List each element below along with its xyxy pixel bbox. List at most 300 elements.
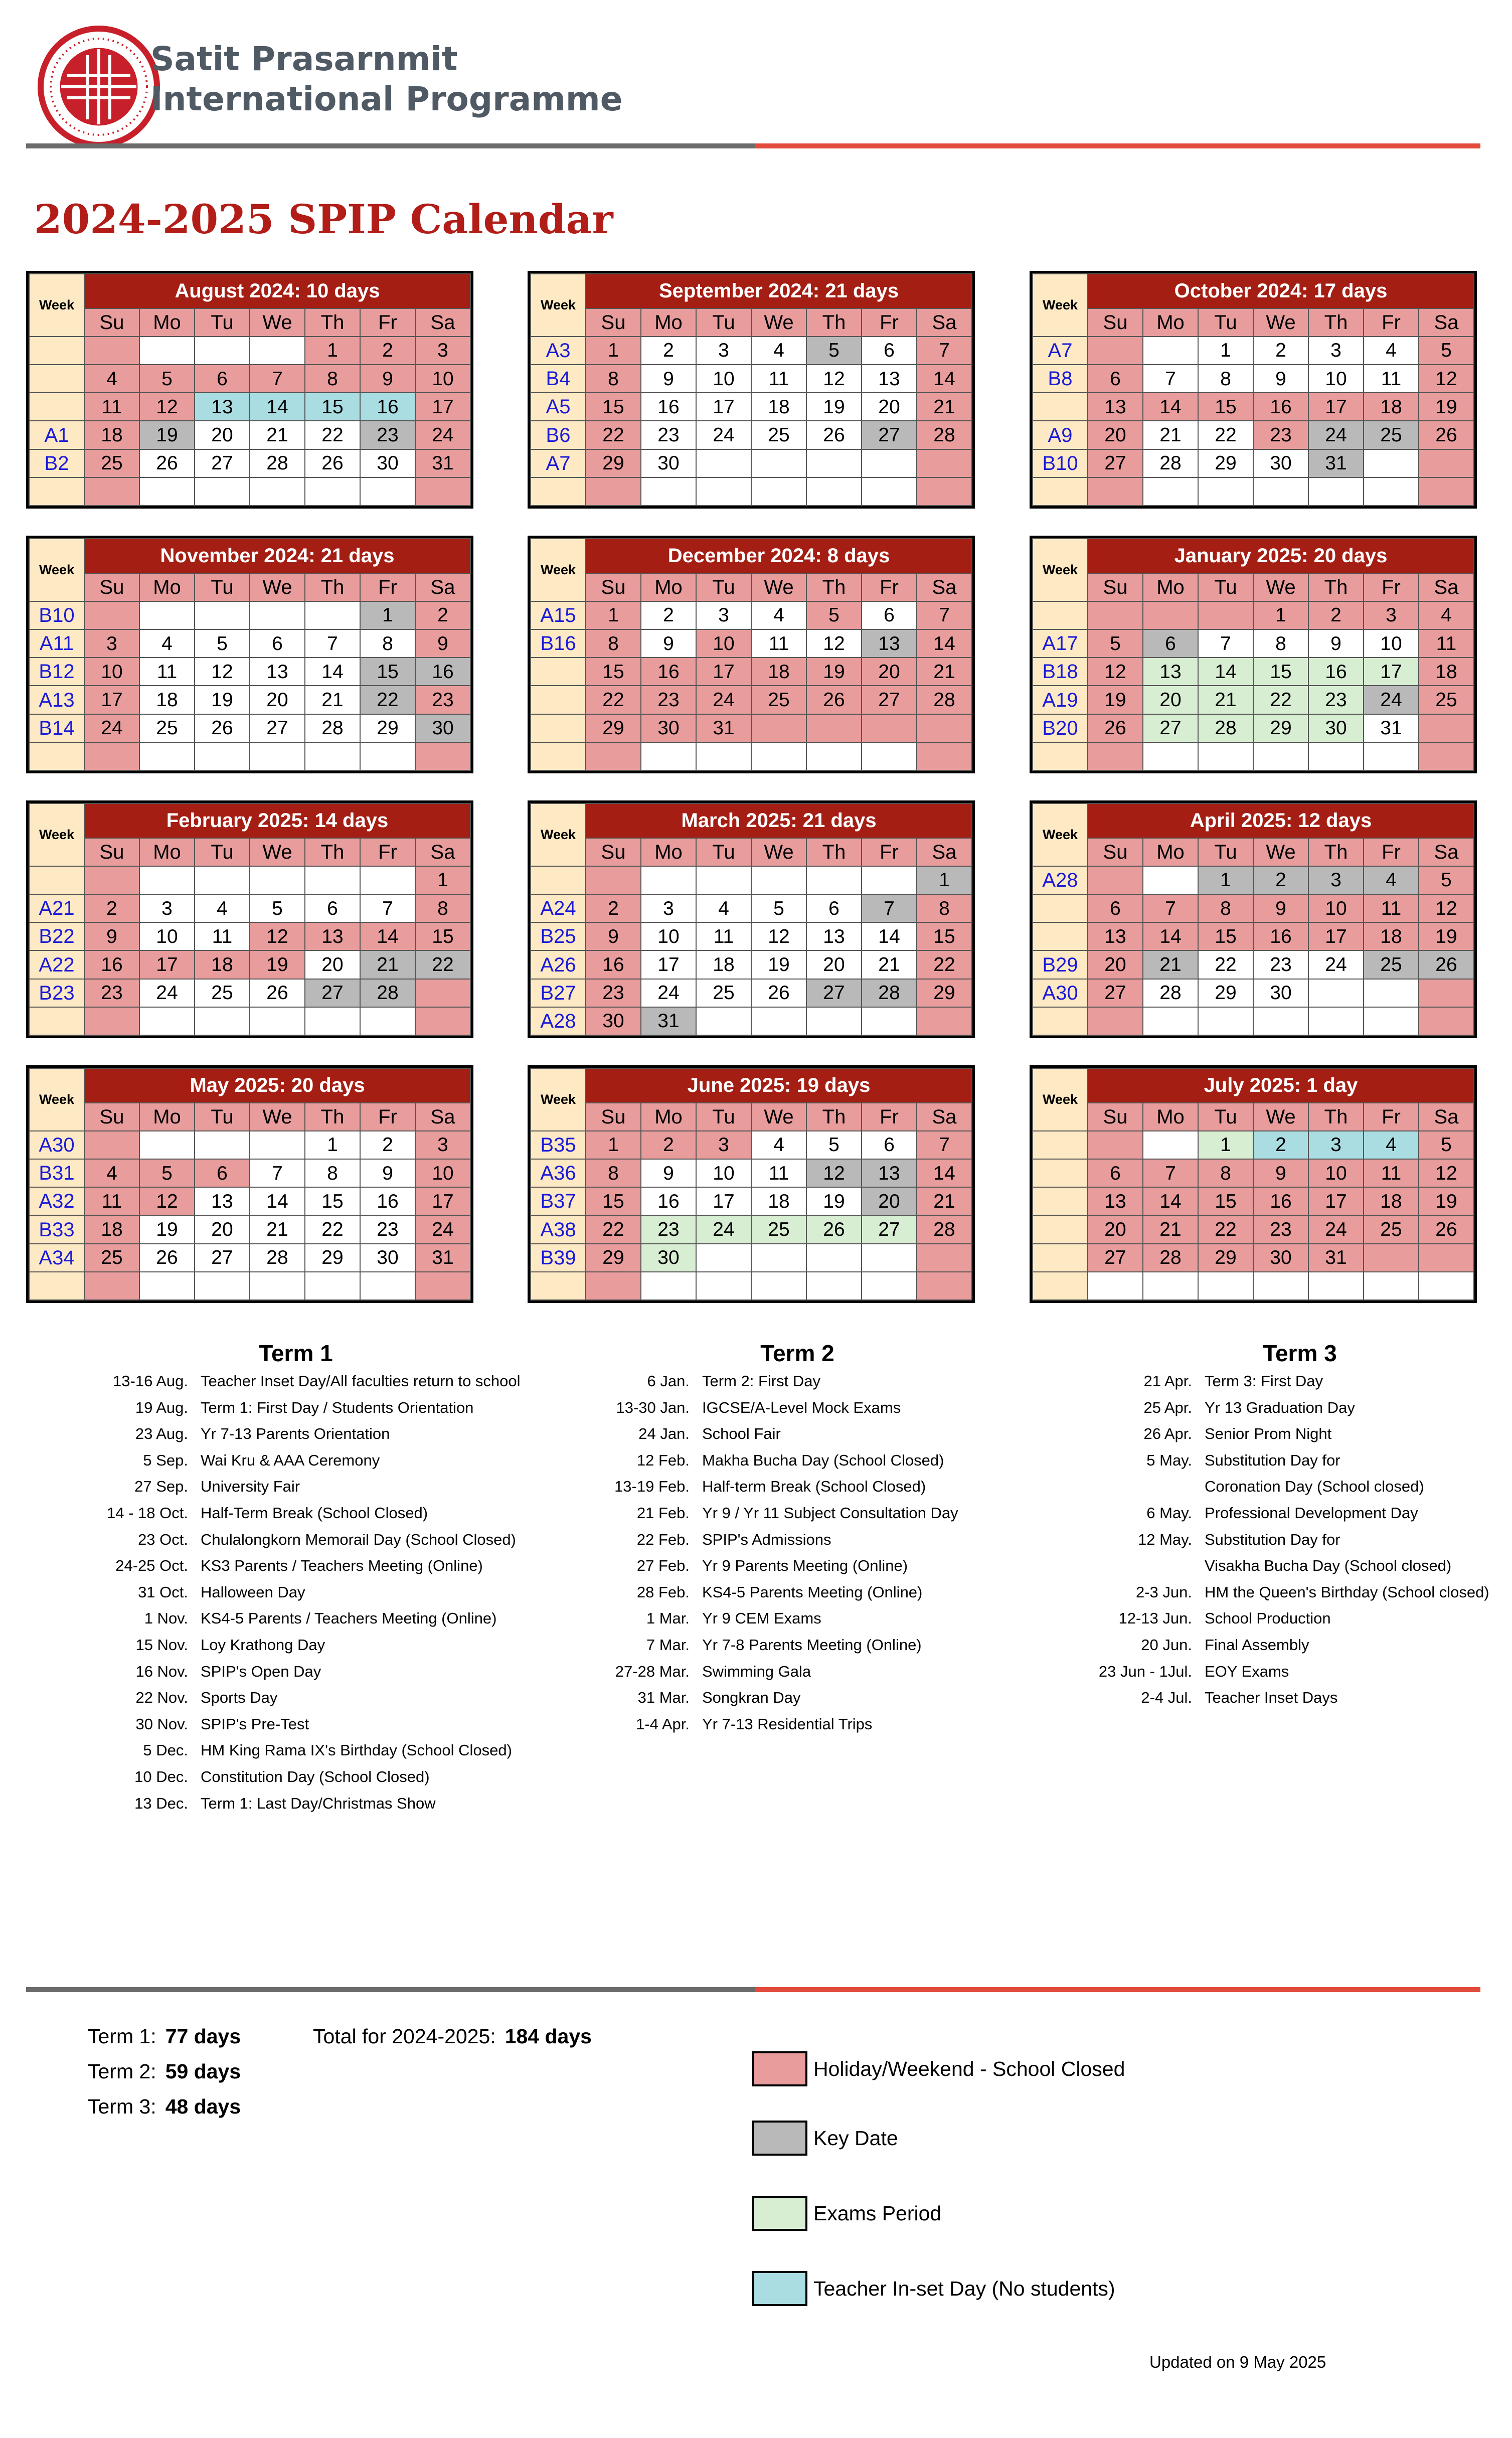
- day-header: Sa: [917, 1103, 972, 1131]
- month-calendar: [1030, 800, 1477, 1038]
- day-header: We: [1253, 573, 1308, 601]
- day-cell: 31: [1364, 714, 1419, 742]
- month-title: July 2025: 1 day: [1088, 1068, 1474, 1103]
- day-cell: 9: [360, 365, 415, 393]
- day-cell: 23: [641, 1215, 696, 1243]
- day-cell: 11: [1419, 629, 1474, 658]
- day-cell: 13: [1143, 658, 1198, 686]
- week-label: B2: [29, 449, 84, 477]
- day-cell: [415, 742, 470, 770]
- legend-swatch: [752, 2051, 807, 2086]
- day-cell: [1198, 1007, 1253, 1035]
- day-cell: 18: [84, 1215, 139, 1243]
- day-cell: 21: [1143, 1215, 1198, 1243]
- day-cell: 27: [862, 1215, 917, 1243]
- day-header: Mo: [139, 838, 195, 866]
- day-cell: 20: [862, 393, 917, 421]
- day-cell: 15: [305, 393, 360, 421]
- day-header: Su: [586, 838, 641, 866]
- day-cell: 16: [1308, 658, 1364, 686]
- day-cell: 7: [917, 1131, 972, 1159]
- day-cell: 28: [360, 979, 415, 1007]
- event-text: Teacher Inset Day/All faculties return to school: [201, 1372, 521, 1390]
- event-date: 6 May.: [1146, 1504, 1192, 1522]
- day-cell: [751, 742, 806, 770]
- event-row: [55, 1791, 537, 1817]
- day-header: Su: [586, 573, 641, 601]
- day-cell: 3: [696, 601, 751, 629]
- day-cell: [1419, 714, 1474, 742]
- day-cell: 16: [84, 950, 139, 979]
- day-cell: 27: [195, 449, 250, 477]
- day-cell: [84, 1007, 139, 1035]
- day-cell: 9: [1253, 365, 1308, 393]
- event-text: SPIP's Pre-Test: [201, 1715, 309, 1733]
- day-header: Mo: [1143, 308, 1198, 337]
- day-cell: [1364, 1007, 1419, 1035]
- day-cell: 26: [1088, 714, 1143, 742]
- day-cell: [806, 742, 862, 770]
- day-cell: [1308, 1007, 1364, 1035]
- day-cell: 1: [1198, 866, 1253, 894]
- week-label: A11: [29, 629, 84, 658]
- day-cell: 13: [195, 393, 250, 421]
- event-date: 23 Jun - 1Jul.: [1098, 1662, 1192, 1680]
- day-cell: 27: [195, 1244, 250, 1272]
- day-cell: 21: [1198, 686, 1253, 714]
- day-cell: [1253, 477, 1308, 506]
- day-cell: [751, 1007, 806, 1035]
- week-label: [1033, 1159, 1088, 1187]
- day-cell: 12: [250, 922, 305, 950]
- day-cell: [139, 1131, 195, 1159]
- day-cell: [1143, 866, 1198, 894]
- day-cell: [250, 1131, 305, 1159]
- day-cell: 31: [1308, 449, 1364, 477]
- day-cell: 22: [1198, 421, 1253, 449]
- day-cell: 2: [641, 337, 696, 365]
- day-cell: 14: [862, 922, 917, 950]
- event-row: [557, 1421, 1038, 1447]
- term-section: [1059, 1338, 1512, 1711]
- day-cell: [862, 866, 917, 894]
- day-cell: 22: [305, 421, 360, 449]
- event-row: [55, 1737, 537, 1764]
- day-cell: 5: [1088, 629, 1143, 658]
- day-cell: [917, 477, 972, 506]
- day-cell: 6: [1088, 365, 1143, 393]
- day-cell: 6: [195, 365, 250, 393]
- day-cell: 17: [1364, 658, 1419, 686]
- day-cell: 11: [696, 922, 751, 950]
- event-text: Half-term Break (School Closed): [702, 1478, 926, 1496]
- week-label: [1033, 393, 1088, 421]
- day-cell: 11: [1364, 365, 1419, 393]
- week-header: Week: [1033, 274, 1088, 337]
- day-cell: [696, 477, 751, 506]
- day-cell: [641, 1272, 696, 1300]
- day-cell: [862, 1007, 917, 1035]
- day-cell: [1419, 742, 1474, 770]
- event-date: 21 Apr.: [1143, 1372, 1192, 1390]
- day-cell: [1419, 979, 1474, 1007]
- day-cell: 6: [862, 1131, 917, 1159]
- event-text: Substitution Day for: [1205, 1451, 1340, 1469]
- day-cell: 7: [360, 894, 415, 922]
- day-header: Tu: [195, 573, 250, 601]
- day-cell: 10: [696, 629, 751, 658]
- day-cell: 11: [139, 658, 195, 686]
- event-date: 24 Jan.: [638, 1425, 690, 1443]
- day-cell: 25: [751, 1215, 806, 1243]
- day-cell: 23: [1253, 950, 1308, 979]
- day-cell: 5: [195, 629, 250, 658]
- day-cell: [1364, 449, 1419, 477]
- month-table: [530, 803, 972, 1036]
- event-row: [55, 1553, 537, 1579]
- day-cell: 2: [641, 601, 696, 629]
- day-cell: 8: [1253, 629, 1308, 658]
- event-text: University Fair: [201, 1478, 300, 1496]
- week-label: [531, 658, 586, 686]
- day-cell: [250, 1007, 305, 1035]
- day-cell: 3: [696, 1131, 751, 1159]
- day-cell: 27: [862, 421, 917, 449]
- day-cell: 28: [1143, 1244, 1198, 1272]
- day-cell: 30: [1253, 449, 1308, 477]
- day-cell: [1419, 1007, 1474, 1035]
- day-cell: 7: [1143, 1159, 1198, 1187]
- day-header: Th: [1308, 838, 1364, 866]
- day-header: Mo: [139, 573, 195, 601]
- event-date: 5 Sep.: [143, 1451, 188, 1469]
- event-row: [557, 1395, 1038, 1421]
- event-row: [557, 1711, 1038, 1738]
- day-cell: 4: [1364, 866, 1419, 894]
- day-header: Sa: [917, 573, 972, 601]
- event-text: Wai Kru & AAA Ceremony: [201, 1451, 380, 1469]
- event-date: 23 Aug.: [135, 1425, 188, 1443]
- day-cell: 7: [305, 629, 360, 658]
- day-cell: 4: [696, 894, 751, 922]
- day-cell: 28: [1198, 714, 1253, 742]
- week-label: B31: [29, 1159, 84, 1187]
- day-cell: 10: [1308, 365, 1364, 393]
- day-cell: 23: [415, 686, 470, 714]
- day-cell: 23: [586, 979, 641, 1007]
- day-cell: [195, 601, 250, 629]
- month-calendar: [26, 536, 473, 773]
- week-label: [29, 866, 84, 894]
- legend-exams: Exams Period: [752, 2196, 941, 2231]
- day-cell: 1: [586, 1131, 641, 1159]
- day-cell: [1364, 1272, 1419, 1300]
- day-cell: 12: [806, 629, 862, 658]
- event-row: [55, 1659, 537, 1685]
- month-table: [1032, 273, 1474, 506]
- event-row: [557, 1527, 1038, 1553]
- month-calendar: [528, 800, 975, 1038]
- day-cell: 28: [1143, 449, 1198, 477]
- week-label: B18: [1033, 658, 1088, 686]
- week-header: Week: [29, 274, 84, 337]
- day-cell: 1: [415, 866, 470, 894]
- day-header: Su: [1088, 838, 1143, 866]
- event-row: [55, 1527, 537, 1553]
- week-label: B20: [1033, 714, 1088, 742]
- week-label: [1033, 477, 1088, 506]
- day-header: Fr: [1364, 838, 1419, 866]
- week-label: A36: [531, 1159, 586, 1187]
- day-header: Fr: [360, 838, 415, 866]
- day-header: Su: [84, 573, 139, 601]
- day-header: Tu: [696, 838, 751, 866]
- event-text: Makha Bucha Day (School Closed): [702, 1451, 944, 1469]
- event-row: [557, 1553, 1038, 1579]
- day-header: Mo: [139, 308, 195, 337]
- day-cell: 3: [139, 894, 195, 922]
- day-cell: 13: [862, 1159, 917, 1187]
- week-label: A5: [531, 393, 586, 421]
- day-cell: 9: [641, 1159, 696, 1187]
- day-cell: [806, 1244, 862, 1272]
- day-cell: [195, 1272, 250, 1300]
- day-cell: 23: [84, 979, 139, 1007]
- day-cell: [360, 742, 415, 770]
- event-text: Yr 7-13 Residential Trips: [702, 1715, 873, 1733]
- event-text: Teacher Inset Days: [1205, 1689, 1338, 1707]
- day-header: We: [751, 838, 806, 866]
- day-cell: 15: [305, 1187, 360, 1215]
- event-row: [1059, 1447, 1512, 1474]
- day-cell: 17: [641, 950, 696, 979]
- day-cell: 31: [696, 714, 751, 742]
- week-label: [29, 337, 84, 365]
- day-cell: 15: [415, 922, 470, 950]
- event-row: [557, 1368, 1038, 1395]
- event-row: [1059, 1368, 1512, 1395]
- week-label: A26: [531, 950, 586, 979]
- day-cell: 2: [415, 601, 470, 629]
- day-cell: 18: [84, 421, 139, 449]
- week-label: B39: [531, 1244, 586, 1272]
- legend-key-date: Key Date: [752, 2121, 898, 2156]
- day-header: We: [1253, 308, 1308, 337]
- day-header: Su: [1088, 1103, 1143, 1131]
- day-cell: 31: [1308, 1244, 1364, 1272]
- day-cell: [1308, 477, 1364, 506]
- day-cell: 20: [250, 686, 305, 714]
- day-cell: 19: [1419, 393, 1474, 421]
- day-cell: 1: [586, 601, 641, 629]
- day-cell: 6: [806, 894, 862, 922]
- day-header: We: [751, 1103, 806, 1131]
- event-row: [55, 1395, 537, 1421]
- event-text: Loy Krathong Day: [201, 1636, 325, 1654]
- event-date: 23 Oct.: [138, 1530, 188, 1548]
- day-cell: 16: [360, 1187, 415, 1215]
- day-cell: [195, 337, 250, 365]
- event-text: Coronation Day (School closed): [1205, 1478, 1424, 1496]
- day-cell: 7: [250, 1159, 305, 1187]
- day-cell: 21: [1143, 421, 1198, 449]
- week-label: B22: [29, 922, 84, 950]
- day-cell: [1308, 742, 1364, 770]
- event-row: [55, 1632, 537, 1659]
- day-cell: 18: [195, 950, 250, 979]
- day-cell: [917, 1272, 972, 1300]
- day-cell: 10: [415, 1159, 470, 1187]
- day-cell: [696, 449, 751, 477]
- legend-swatch: [752, 2271, 807, 2306]
- week-label: A7: [531, 449, 586, 477]
- day-header: Th: [806, 1103, 862, 1131]
- event-text: Senior Prom Night: [1205, 1425, 1332, 1443]
- day-cell: 13: [806, 922, 862, 950]
- legend-swatch: [752, 2121, 807, 2156]
- day-cell: 13: [1088, 393, 1143, 421]
- day-header: Fr: [1364, 308, 1419, 337]
- day-cell: 26: [250, 979, 305, 1007]
- day-cell: 5: [1419, 337, 1474, 365]
- day-cell: [360, 1007, 415, 1035]
- day-header: Su: [586, 1103, 641, 1131]
- day-cell: 15: [1198, 393, 1253, 421]
- day-cell: 23: [1308, 686, 1364, 714]
- day-cell: 6: [195, 1159, 250, 1187]
- day-cell: 21: [917, 658, 972, 686]
- day-cell: [1253, 1272, 1308, 1300]
- week-label: B27: [531, 979, 586, 1007]
- event-date: 27-28 Mar.: [615, 1662, 690, 1680]
- week-label: [29, 742, 84, 770]
- month-title: May 2025: 20 days: [84, 1068, 470, 1103]
- event-date: 5 Dec.: [143, 1741, 188, 1759]
- day-cell: 3: [1364, 601, 1419, 629]
- week-header: Week: [531, 1068, 586, 1131]
- day-cell: 20: [195, 1215, 250, 1243]
- day-cell: 8: [1198, 365, 1253, 393]
- day-cell: 6: [1088, 894, 1143, 922]
- week-label: A38: [531, 1215, 586, 1243]
- day-cell: 12: [751, 922, 806, 950]
- day-cell: 27: [1088, 979, 1143, 1007]
- week-label: [1033, 1272, 1088, 1300]
- day-header: Su: [586, 308, 641, 337]
- week-label: [1033, 1007, 1088, 1035]
- day-cell: 16: [1253, 1187, 1308, 1215]
- week-label: B10: [29, 601, 84, 629]
- event-date: 14 - 18 Oct.: [107, 1504, 188, 1522]
- week-label: A34: [29, 1244, 84, 1272]
- event-text: SPIP's Admissions: [702, 1530, 831, 1548]
- day-cell: 10: [415, 365, 470, 393]
- day-cell: [1364, 1244, 1419, 1272]
- day-cell: 5: [806, 1131, 862, 1159]
- day-cell: [250, 866, 305, 894]
- day-cell: 9: [1253, 1159, 1308, 1187]
- event-date: 6 Jan.: [647, 1372, 690, 1390]
- day-header: Fr: [360, 573, 415, 601]
- week-label: A7: [1033, 337, 1088, 365]
- day-cell: 8: [1198, 894, 1253, 922]
- event-row: [55, 1421, 537, 1447]
- day-cell: 13: [305, 922, 360, 950]
- day-cell: [1143, 1131, 1198, 1159]
- event-row: [55, 1500, 537, 1527]
- day-cell: 20: [1088, 421, 1143, 449]
- week-label: B35: [531, 1131, 586, 1159]
- day-cell: 11: [195, 922, 250, 950]
- event-row: [557, 1659, 1038, 1685]
- day-cell: 3: [1308, 1131, 1364, 1159]
- day-cell: 25: [751, 421, 806, 449]
- day-cell: [250, 337, 305, 365]
- day-cell: 1: [1198, 1131, 1253, 1159]
- day-cell: [586, 1272, 641, 1300]
- day-cell: [195, 477, 250, 506]
- day-header: We: [1253, 1103, 1308, 1131]
- day-cell: 21: [917, 393, 972, 421]
- week-label: A17: [1033, 629, 1088, 658]
- month-title: October 2024: 17 days: [1088, 274, 1474, 308]
- event-text: Final Assembly: [1205, 1636, 1309, 1654]
- day-cell: 27: [250, 714, 305, 742]
- day-header: Tu: [1198, 573, 1253, 601]
- week-label: A32: [29, 1187, 84, 1215]
- day-cell: 22: [586, 1215, 641, 1243]
- day-cell: [195, 1131, 250, 1159]
- day-header: Tu: [696, 308, 751, 337]
- day-cell: 30: [641, 1244, 696, 1272]
- day-cell: 23: [641, 686, 696, 714]
- week-label: [1033, 1131, 1088, 1159]
- day-cell: 6: [1088, 1159, 1143, 1187]
- day-cell: [1198, 1272, 1253, 1300]
- day-cell: 23: [641, 421, 696, 449]
- day-cell: 14: [305, 658, 360, 686]
- day-cell: [1088, 742, 1143, 770]
- event-row: [55, 1579, 537, 1606]
- day-cell: [139, 601, 195, 629]
- event-date: 10 Dec.: [134, 1767, 188, 1785]
- month-table: [29, 1068, 471, 1301]
- day-cell: [305, 742, 360, 770]
- day-header: Th: [806, 573, 862, 601]
- day-cell: 14: [360, 922, 415, 950]
- event-text: Half-Term Break (School Closed): [201, 1504, 428, 1522]
- day-cell: 28: [250, 1244, 305, 1272]
- week-label: [29, 1272, 84, 1300]
- event-row: [55, 1764, 537, 1791]
- day-cell: 25: [1364, 1215, 1419, 1243]
- day-cell: 20: [862, 1187, 917, 1215]
- event-date: 13 Dec.: [134, 1794, 188, 1812]
- term3-summary: Term 3: 48 days: [88, 2095, 241, 2118]
- week-label: A28: [1033, 866, 1088, 894]
- month-title: June 2025: 19 days: [586, 1068, 972, 1103]
- event-text: Term 1: First Day / Students Orientation: [201, 1398, 474, 1416]
- event-row: [55, 1605, 537, 1632]
- day-cell: 26: [751, 979, 806, 1007]
- day-cell: [917, 714, 972, 742]
- day-header: We: [751, 573, 806, 601]
- event-row: [1059, 1685, 1512, 1711]
- week-header: Week: [29, 803, 84, 866]
- day-cell: 11: [84, 393, 139, 421]
- day-header: Sa: [1419, 1103, 1474, 1131]
- day-cell: 19: [806, 393, 862, 421]
